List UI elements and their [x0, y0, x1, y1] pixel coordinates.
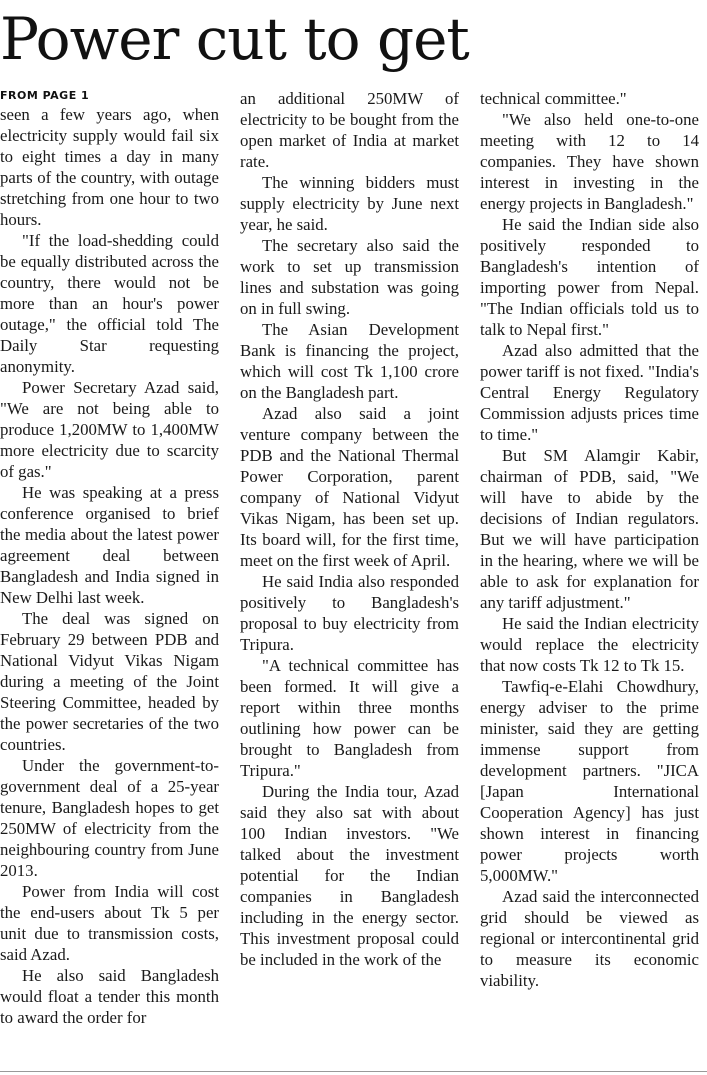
- paragraph: During the India tour, Azad said they also sat with about 100 Indian investors. "We talked about the investment potential for the Indian companies in Bangladesh including in the energy sector. This investment proposal could be included in the work of the: [240, 782, 459, 969]
- paragraph: Power Secretary Azad said, "We are not being able to produce 1,200MW to 1,400MW more electricity due to scarcity of gas.": [0, 378, 219, 481]
- paragraph: technical committee.": [480, 89, 627, 108]
- paragraph: He said the Indian side also positively responded to Bangladesh's intention of importing power from Nepal. "The Indian officials told us to talk to Nepal first.": [480, 215, 699, 339]
- paragraph: The secretary also said the work to set up transmission lines and substation was going on in full swing.: [240, 236, 459, 318]
- paragraph: He was speaking at a press conference organised to brief the media about the latest power agreement deal between Bangladesh and India signed in New Delhi last week.: [0, 483, 219, 607]
- paragraph: "We also held one-to-one meeting with 12 to 14 companies. They have shown interest in investing in the energy projects in Bangladesh.": [480, 110, 699, 213]
- paragraph: seen a few years ago, when electricity supply would fail six to eight times a day in many parts of the country, with outage stretching from one hour to two hours.: [0, 105, 219, 229]
- article-column-1: [0, 88, 219, 1028]
- paragraph: Azad also admitted that the power tariff is not fixed. "India's Central Energy Regulatory Commission adjusts prices time to time.": [480, 341, 699, 444]
- paragraph: He also said Bangladesh would float a tender this month to award the order for: [0, 966, 219, 1027]
- paragraph: Azad said the interconnected grid should be viewed as regional or intercontinental grid to measure its economic viability.: [480, 887, 699, 990]
- paragraph: Power from India will cost the end-users about Tk 5 per unit due to transmission costs, said Azad.: [0, 882, 219, 964]
- bottom-rule: [0, 1071, 707, 1072]
- article-column-2: [240, 88, 459, 970]
- paragraph: The deal was signed on February 29 between PDB and National Vidyut Vikas Nigam during a meeting of the Joint Steering Committee, headed by the power secretaries of the two countries.: [0, 609, 219, 754]
- paragraph: But SM Alamgir Kabir, chairman of PDB, said, "We will have to abide by the decisions of Indian regulators. But we will have participation in the hearing, where we will be able to ask for explanation for any tariff adjustment.": [480, 446, 699, 612]
- paragraph: He said India also responded positively to Bangladesh's proposal to buy electricity from Tripura.: [240, 572, 459, 654]
- paragraph: "If the load-shedding could be equally distributed across the country, there would not be more than an hour's power outage," the official told The Daily Star requesting anonymity.: [0, 231, 219, 376]
- paragraph: The winning bidders must supply electricity by June next year, he said.: [240, 173, 459, 234]
- paragraph: Under the government-to-government deal of a 25-year tenure, Bangladesh hopes to get 250MW of electricity from the neighbouring country from June 2013.: [0, 756, 219, 880]
- paragraph: an additional 250MW of electricity to be bought from the open market of India at market rate.: [240, 89, 459, 171]
- paragraph: He said the Indian electricity would replace the electricity that now costs Tk 12 to Tk 15.: [480, 614, 699, 675]
- paragraph: Azad also said a joint venture company between the PDB and the National Thermal Power Corporation, parent company of National Vidyut Vikas Nigam, has been set up. Its board will, for the first time, meet on the first week of April.: [240, 404, 459, 570]
- headline: Power cut to get: [0, 5, 469, 73]
- continuation-kicker: FROM PAGE 1: [0, 89, 90, 102]
- paragraph: "A technical committee has been formed. It will give a report within three months outlining how power can be brought to Bangladesh from Tripura.": [240, 656, 459, 780]
- paragraph: Tawfiq-e-Elahi Chowdhury, energy adviser to the prime minister, said they are getting immense support from development partners. "JICA [Japan International Cooperation Agency] has just shown interest in financing power projects worth 5,000MW.": [480, 677, 699, 885]
- paragraph: The Asian Development Bank is financing the project, which will cost Tk 1,100 crore on the Bangladesh part.: [240, 320, 459, 402]
- article-column-3: [480, 88, 699, 991]
